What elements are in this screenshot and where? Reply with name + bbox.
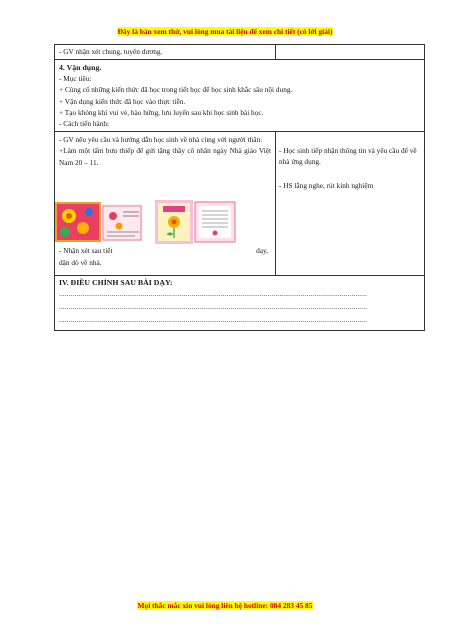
hotline-banner: [0, 601, 450, 610]
greeting-cards-photo: [55, 200, 145, 244]
goal-item: + Vận dụng kiến thức đã học vào thực tiễn.: [59, 96, 186, 106]
table-row: [55, 132, 424, 276]
adjustment-section: [55, 276, 424, 330]
hotline-text: Mọi thắc mắc xin vui lòng liên hệ hotline: 084 283 45 85: [137, 601, 313, 610]
lesson-plan-table: [54, 44, 425, 331]
preview-notice-banner: [0, 27, 450, 36]
student-response: - HS lắng nghe, rút kinh nghiệm: [279, 180, 374, 190]
teacher-homework: dặn dò về nhà.: [59, 258, 102, 268]
dotted-line: ..............................................................................................................................................................: [59, 316, 368, 325]
section-apply: [55, 60, 424, 132]
goals-label: - Mục tiêu:: [59, 74, 92, 84]
table-row: [55, 45, 424, 60]
adjustment-title: IV. ĐIỀU CHỈNH SAU BÀI DẠY:: [59, 278, 173, 288]
teacher-task: +Làm một tấm bưu thiếp để gửi tặng thầy cô nhân ngày Nhà giáo Việt Nam 20 – 11.: [59, 146, 271, 167]
preview-notice-text: Đây là bản xem thử, vui lòng mua tài liệu để xem chi tiết (có lời giải): [117, 27, 333, 36]
teacher-instruction: - GV nêu yêu cầu và hướng dẫn học sinh về nhà cùng với người thân:: [59, 135, 263, 145]
student-response: - Học sinh tiếp nhận thông tin và yêu cầu để về nhà ứng dụng.: [279, 146, 417, 167]
method-label: - Cách tiến hành:: [59, 119, 110, 129]
table-cell-student: [276, 132, 424, 275]
table-cell-teacher: [55, 132, 276, 275]
section-title: 4. Vận dụng.: [59, 63, 102, 72]
goal-item: + Củng cố những kiến thức đã học trong tiết học để học sinh khắc sâu nội dung.: [59, 85, 293, 95]
goal-item: + Tạo khóng khí vui vẻ, hào hứng, lưu luyến sau khi học sinh bài học.: [59, 107, 264, 117]
dotted-line: ..............................................................................................................................................................: [59, 303, 368, 312]
teacher-review-end: dạy,: [256, 246, 268, 256]
teacher-review-line: [59, 245, 268, 256]
dotted-line: ..............................................................................................................................................................: [59, 290, 368, 299]
table-cell-student: [276, 45, 424, 59]
teacher-review-text: - Nhận xét sau tiết: [59, 246, 113, 256]
flower-card-photo: [155, 200, 237, 244]
table-cell-teacher: - GV nhận xét chung, tuyên dương.: [55, 45, 276, 59]
